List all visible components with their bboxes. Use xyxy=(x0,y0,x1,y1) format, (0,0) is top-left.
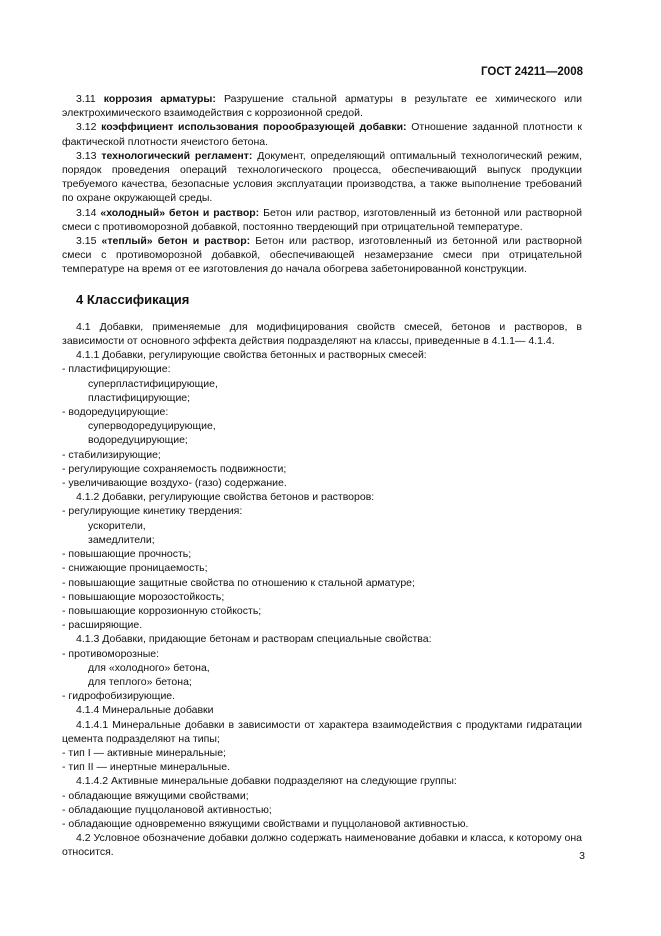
definition-3-12: 3.12 коэффициент использования порообразующей добавки: Отношение заданной плотности к фактической плотности ячеистого бетона. xyxy=(62,121,583,148)
list-item: - повышающие защитные свойства по отношению к стальной арматуре; xyxy=(62,576,415,589)
list-item: для теплого» бетона; xyxy=(88,675,192,688)
list-item: 4.1.4.2 Активные минеральные добавки подразделяют на следующие группы: xyxy=(76,775,457,788)
list-item: - водоредуцирующие: xyxy=(62,406,169,419)
list-item: - обладающие вяжущими свойствами; xyxy=(62,789,249,802)
paragraph-4-1-4-1: 4.1.4.1 Минеральные добавки в зависимости от характера взаимодействия с продуктами гидратации цемента подразделяют на типы; xyxy=(62,718,582,745)
list-item: - увеличивающие воздухо- (газо) содержание. xyxy=(62,477,287,490)
list-item: пластифицирующие; xyxy=(88,391,191,404)
list-item: - регулирующие сохраняемость подвижности; xyxy=(62,462,287,475)
section-title: 4 Классификация xyxy=(76,291,190,307)
list-item: суперводоредуцирующие, xyxy=(88,420,216,433)
list-item: - обладающие пуццолановой активностью; xyxy=(62,803,272,816)
list-item: - тип I — активные минеральные; xyxy=(62,746,226,759)
list-item: - снижающие проницаемость; xyxy=(62,562,208,575)
list-item: - гидрофобизирующие. xyxy=(62,690,176,703)
list-item: 4.1.1 Добавки, регулирующие свойства бетонных и растворных смесей: xyxy=(76,349,427,362)
list-item: суперпластифицирующие, xyxy=(88,377,218,390)
paragraph-4-1: 4.1 Добавки, применяемые для модифицирования свойств смесей, бетонов и растворов, в зависимости от основного эффекта действия подразделяют на классы, приведенные в 4.1.1— 4.1.4. xyxy=(62,320,582,348)
list-item: - повышающие морозостойкость; xyxy=(62,590,225,603)
list-item: замедлители; xyxy=(88,533,155,546)
list-item: - регулирующие кинетику твердения: xyxy=(62,505,243,518)
definition-3-11: 3.11 коррозия арматуры: Разрушение стальной арматуры в результате ее химического или электрохимического взаимодействия с коррозионной средой. xyxy=(62,93,582,120)
paragraph-4-2: 4.2 Условное обозначение добавки должно содержать наименование добавки и класса, к которому она относится. xyxy=(62,832,583,859)
list-item: 4.1.4 Минеральные добавки xyxy=(76,704,214,717)
page-number: 3 xyxy=(579,850,585,862)
list-item: - тип II — инертные минеральные. xyxy=(62,761,230,774)
list-item: ускорители, xyxy=(88,519,146,532)
page-content xyxy=(62,92,582,860)
list-item: - обладающие одновременно вяжущими свойствами и пуццолановой активностью. xyxy=(62,817,469,830)
list-item: 4.1.2 Добавки, регулирующие свойства бетонов и растворов: xyxy=(76,491,375,504)
list-item: - пластифицирующие: xyxy=(62,363,171,376)
definition-3-13: 3.13 технологический регламент: Документ, определяющий оптимальный технологический режим, порядок проведения операций технологического процесса, обеспечивающий выпуск продукции требуемого качества, безопасные условия эксплуатации производства, а также выполнение требований по охране окружающей среды. xyxy=(62,149,582,205)
list-item: 4.1.3 Добавки, придающие бетонам и растворам специальные свойства: xyxy=(76,633,432,646)
list-item: для «холодного» бетона, xyxy=(88,661,210,674)
list-item: - противоморозные: xyxy=(62,647,160,660)
list-item: - стабилизирующие; xyxy=(62,448,161,461)
list-item: - повышающие прочность; xyxy=(62,548,192,561)
definition-3-14: 3.14 «холодный» бетон и раствор: Бетон или раствор, изготовленный из бетонной или растворной смеси с противоморозной добавкой, постоянно твердеющий при отрицательной температуре. xyxy=(62,206,582,233)
list-item: - расширяющие. xyxy=(62,619,143,632)
list-item: водоредуцирующие; xyxy=(88,434,188,447)
definition-3-15: 3.15 «теплый» бетон и раствор: Бетон или раствор, изготовленный из бетонной или растворной смеси с противоморозной добавкой, обеспечивающей незамерзание смеси при отрицательной температуре на время от ее изготовления до начала обогрева забетонированной конструкции. xyxy=(62,235,583,276)
list-item: - повышающие коррозионную стойкость; xyxy=(62,604,262,617)
document-code: ГОСТ 24211—2008 xyxy=(481,66,583,78)
